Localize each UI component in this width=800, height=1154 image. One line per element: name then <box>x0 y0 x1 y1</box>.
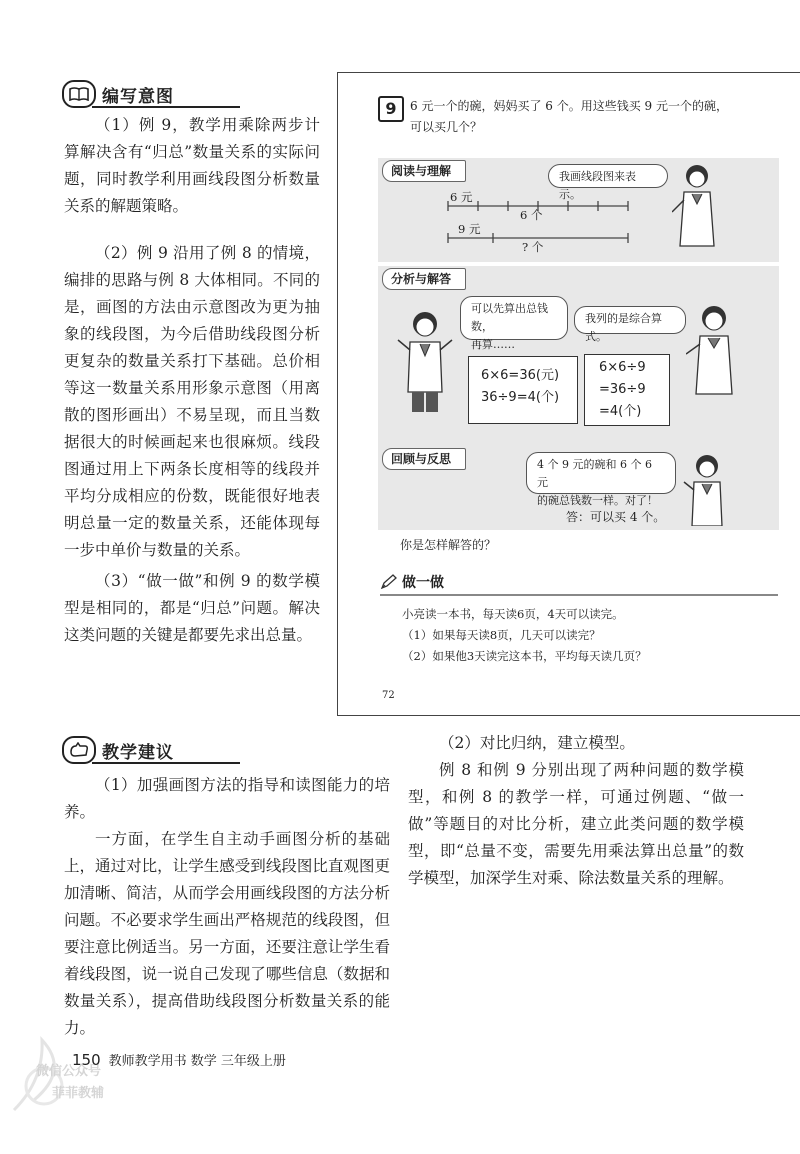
boy2-speech-bubble <box>526 452 676 507</box>
question-text: 你是怎样解答的？ <box>400 538 497 552</box>
girl2-illustration <box>686 302 742 414</box>
boy-speech-bubble <box>460 296 568 351</box>
suggestion-paragraph-2: 一方面，在学生自主动手画图分析的基础上，通过对比，让学生感受到线段图比直观图更加清晰、简洁，从而学会用画线段图的方法分析问题。不必要求学生画出严格规范的线段图，但要注意比例适当。另一方面，还要注意让学生看着线段图，说一说自己发现了哪些信息（数据和数量关系），提高借助线段图分析数量关系的能力。 <box>64 830 390 1037</box>
footer-page-number: 150 <box>72 1051 101 1069</box>
design-heading <box>62 80 174 108</box>
watermark-line-1: 微信公众号 <box>36 1064 102 1079</box>
practice-body <box>402 604 647 667</box>
segment-2-count: ? 个 <box>522 240 544 254</box>
practice-question-2: （2）如果他3天读完这本书，平均每天读几页？ <box>402 649 647 663</box>
practice-divider <box>380 594 778 596</box>
segment-2-label: 9 元 <box>458 222 481 236</box>
design-heading-text: 编写意图 <box>102 86 174 107</box>
hand-icon <box>62 736 96 764</box>
practice-question-1: （1）如果每天读8页，几天可以读完？ <box>402 628 601 642</box>
girl-illustration <box>672 160 722 250</box>
page-footer <box>72 1050 286 1069</box>
problem-line-1: 6 元一个的碗，妈妈买了 6 个。用这些钱买 9 元一个的碗， <box>410 99 728 113</box>
calc-right-line-3: =4(个) <box>599 404 642 419</box>
boy-speech-line-2: 再算…… <box>471 338 515 351</box>
problem-line-2: 可以买几个？ <box>410 120 483 134</box>
suggestion-heading <box>62 736 174 764</box>
calc-left-line-2: 36÷9=4(个) <box>481 390 560 405</box>
calc-box-right <box>584 354 670 426</box>
boy2-illustration <box>682 452 732 526</box>
girl-speech-bubble: 我画线段图来表示。 <box>548 164 668 188</box>
design-paragraph-3: （3）“做一做”和例 9 的数学模型是相同的，都是“归总”问题。解决这类问题的关键是都要先求出总量。 <box>64 572 320 644</box>
answer-text: 答：可以买 4 个。 <box>566 510 666 524</box>
girl2-speech-bubble: 我列的是综合算式。 <box>574 306 686 334</box>
boy-illustration <box>396 306 454 416</box>
suggestion-paragraph-4: 例 8 和例 9 分别出现了两种问题的数学模型，和例 8 的教学一样，可通过例题、“做一做”等题目的对比分析，建立此类问题的数学模型，即“总量不变，需要先用乘法算出总量”的数学模型，加深学生对乘、除法数量关系的理解。 <box>408 761 744 887</box>
watermark-line-2: 菲菲教辅 <box>52 1086 105 1101</box>
calc-right-line-1: 6×6÷9 <box>599 360 646 375</box>
review-tag: 回顾与反思 <box>382 448 466 470</box>
calc-left-line-1: 6×6=36(元) <box>481 368 560 383</box>
pencil-icon <box>380 574 398 590</box>
boy2-speech-line-1: 4 个 9 元的碗和 6 个 6 元 <box>537 458 652 489</box>
segment-1-label: 6 元 <box>450 190 473 204</box>
design-paragraph-2: （2）例 9 沿用了例 8 的情境，编排的思路与例 8 大体相同。不同的是，画图的方法由示意图改为更为抽象的线段图，为今后借助线段图分析更复杂的数量关系打下基础。总价相等这一数量关系用形象示意图（用离散的图形画出）不易呈现，而且当数据很大的时候画起来也很麻烦。线段图通过用上下两条长度相等的线段并平均分成相应的份数，既能很好地表明总量一定的数量关系，还能体现每一步中单价与数量的关系。 <box>64 244 320 559</box>
heading-underline <box>92 762 240 764</box>
heading-underline <box>92 106 240 108</box>
textbook-page-number: 72 <box>382 690 395 701</box>
read-tag: 阅读与理解 <box>382 160 466 182</box>
suggestion-paragraph-3: （2）对比归纳，建立模型。 <box>439 734 635 752</box>
book-icon <box>62 80 96 108</box>
suggestion-heading-text: 教学建议 <box>102 742 174 763</box>
example-number-badge: 9 <box>378 96 404 122</box>
design-paragraph-1: （1）例 9，教学用乘除两步计算解决含有“归总”数量关系的实际问题，同时教学利用画线段图分析数量关系的解题策略。 <box>64 116 320 215</box>
example-problem <box>410 96 790 138</box>
practice-heading <box>380 572 444 592</box>
boy2-speech-line-2: 的碗总钱数一样。对了！ <box>537 494 658 507</box>
footer-book-title: 教师教学用书 数学 三年级上册 <box>108 1054 286 1069</box>
calc-right-line-2: =36÷9 <box>599 382 646 397</box>
boy-speech-line-1: 可以先算出总钱数， <box>471 302 548 333</box>
analyze-tag: 分析与解答 <box>382 268 466 290</box>
segment-1-count: 6 个 <box>520 208 543 222</box>
calc-box-left <box>468 356 578 424</box>
suggestion-paragraph-1: （1）加强画图方法的指导和读图能力的培养。 <box>64 776 390 821</box>
practice-intro: 小亮读一本书，每天读6页，4天可以读完。 <box>402 607 624 621</box>
practice-title: 做一做 <box>402 575 444 591</box>
